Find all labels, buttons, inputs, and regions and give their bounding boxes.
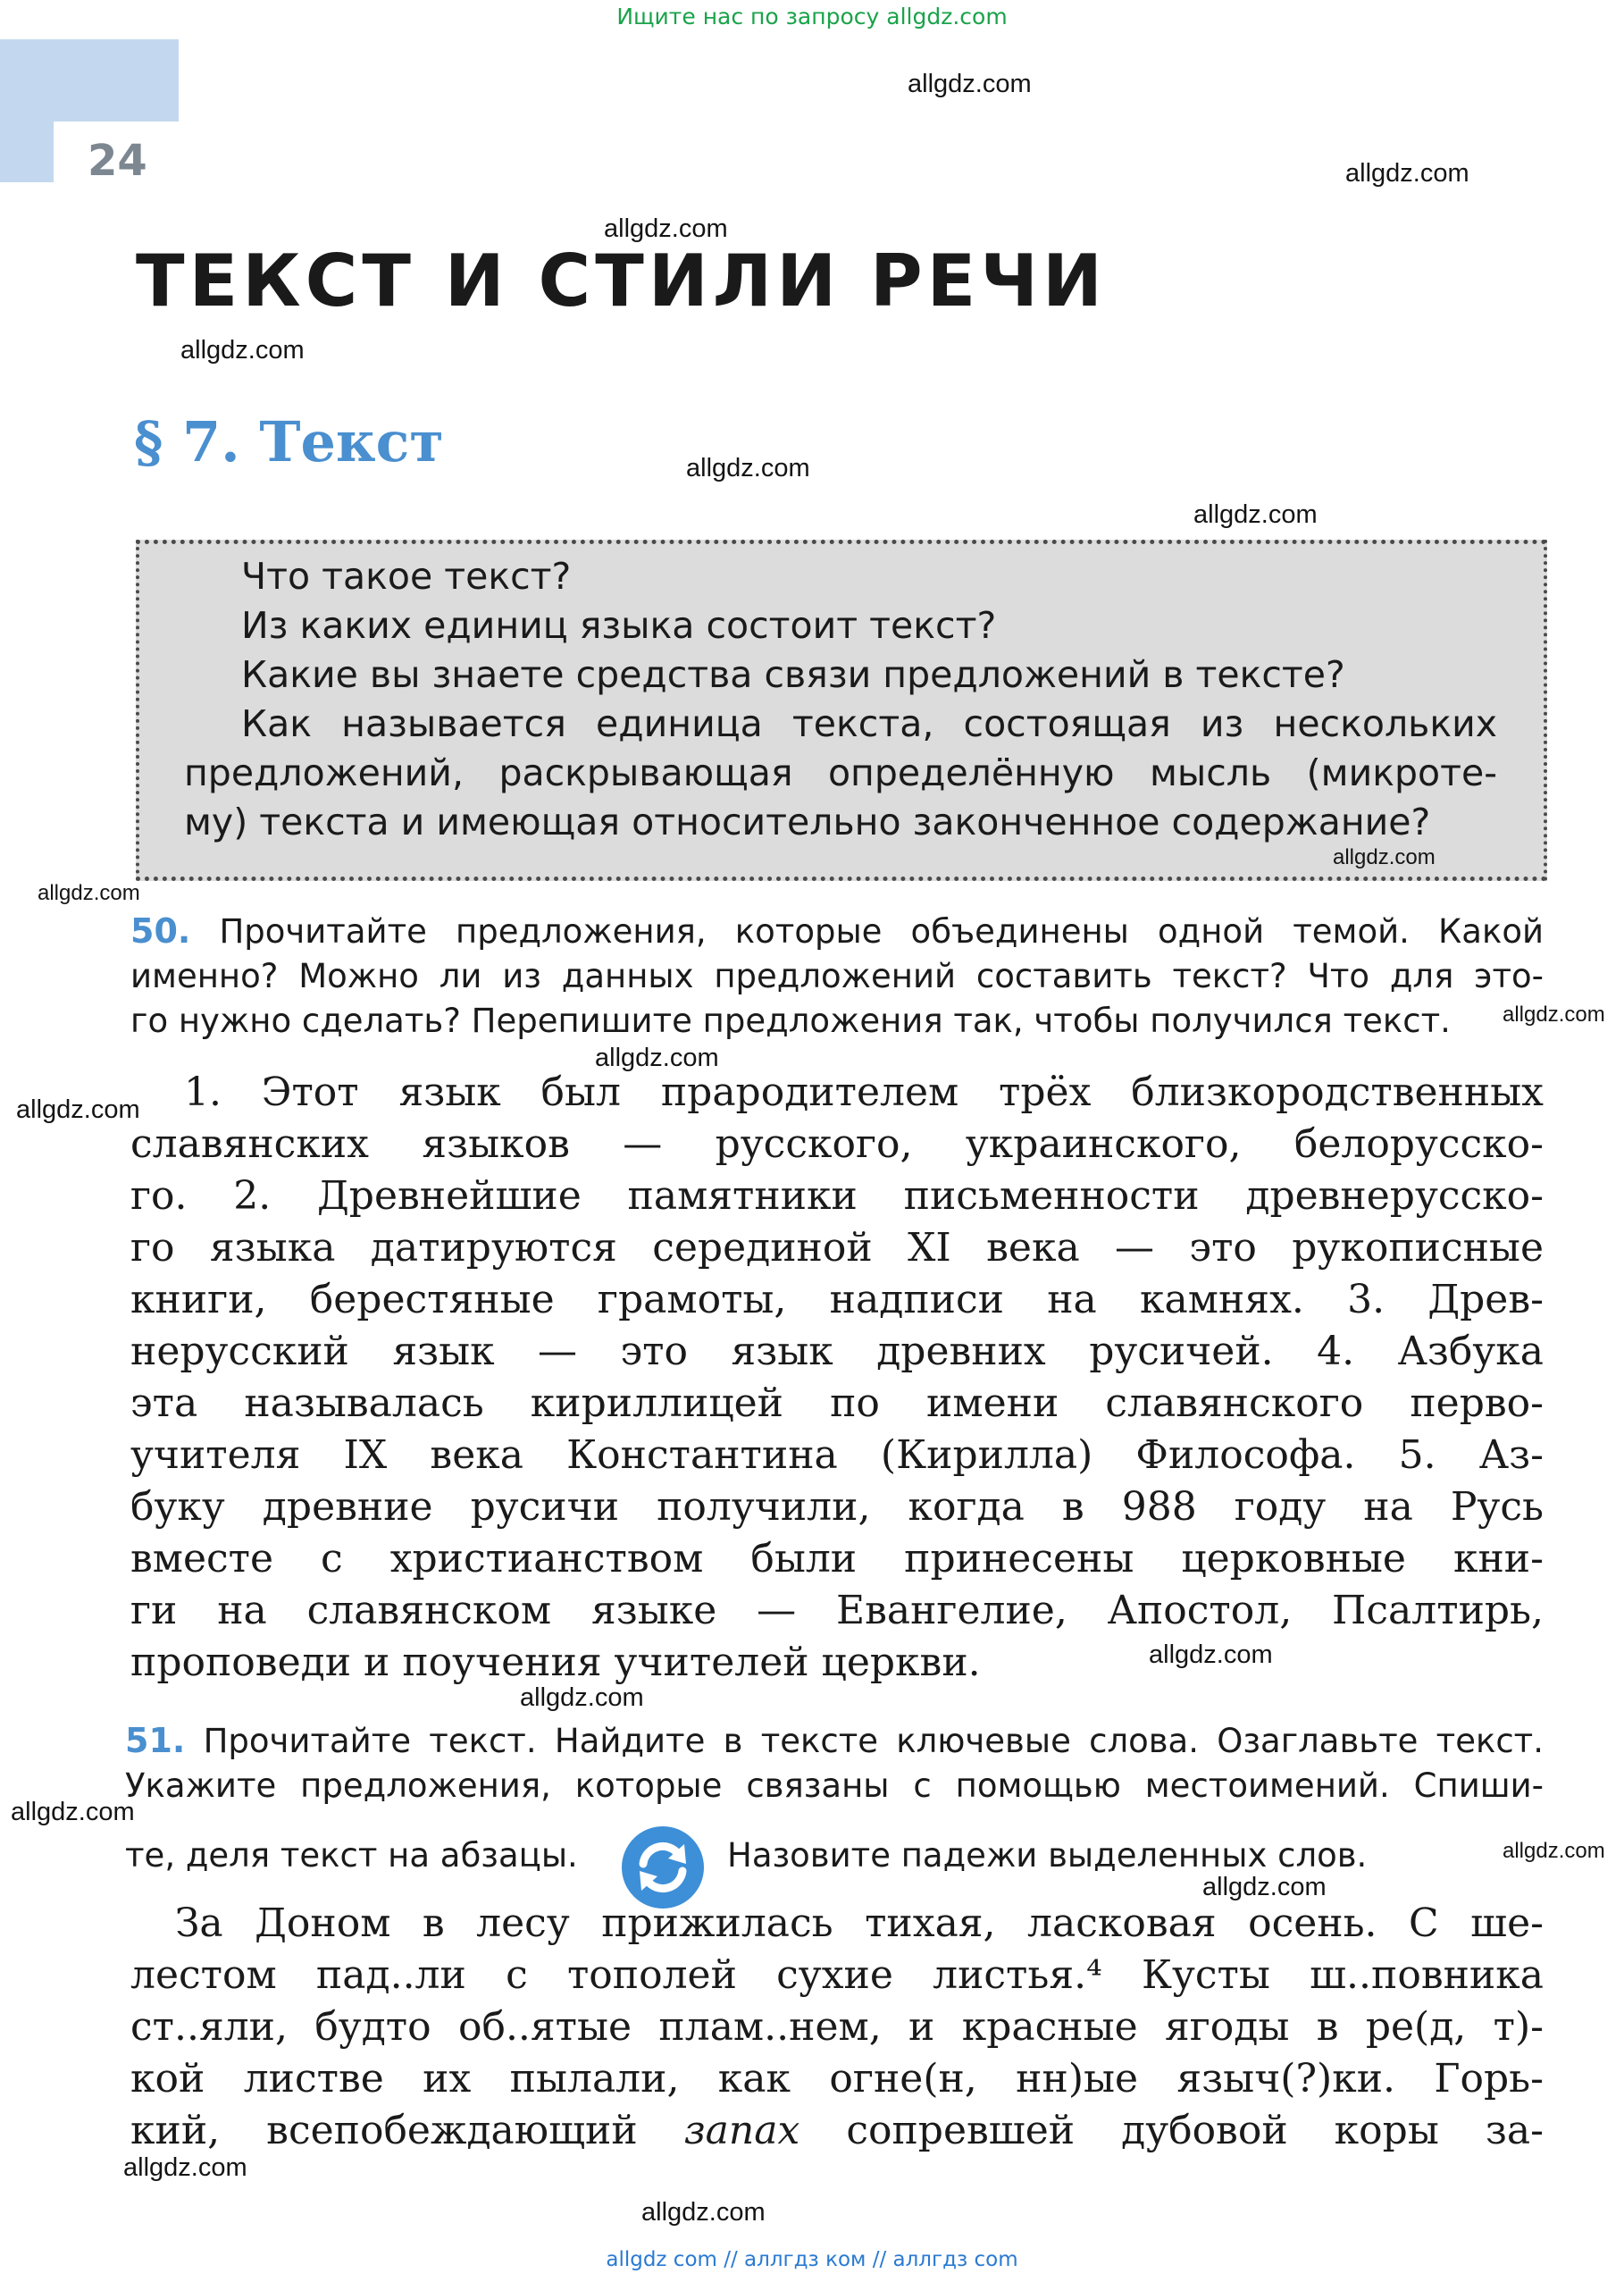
section-title: § 7. Текст: [134, 409, 444, 474]
watermark[interactable]: allgdz.com: [1193, 500, 1318, 529]
exercise-number: 50.: [130, 911, 191, 951]
ex50-task-text: Прочитайте предложения, которые объединены одной темой. Какой: [219, 912, 1544, 951]
exercise-number: 51.: [125, 1721, 186, 1760]
question-line: предложений, раскрывающая определённую мысль (микроте-: [184, 751, 1497, 794]
ex51-text-line: кой листве их пылали, как огне(н, нн)ые языч(?)ки. Горь-: [130, 2056, 1544, 2102]
watermark[interactable]: allgdz.com: [686, 454, 810, 482]
ex51-text-line: лестом пад..ли с тополей сухие листья.⁴ Кусты ш..повника: [130, 1952, 1544, 1998]
question-line: му) текста и имеющая относительно законченное содержание?: [184, 801, 1431, 843]
ex51-text-line-last: [130, 2105, 1544, 2156]
question-line: Как называется единица текста, состоящая из нескольких: [241, 702, 1497, 745]
ex50-text-line: буку древние русичи получили, когда в 988 году на Русь: [130, 1484, 1544, 1530]
ex51-text-line: За Доном в лесу прижилась тихая, ласковая осень. С ше-: [175, 1900, 1544, 1946]
watermark[interactable]: allgdz.com: [1345, 159, 1469, 188]
watermark[interactable]: allgdz.com: [123, 2153, 247, 2182]
page-corner-strip: [0, 39, 54, 182]
ex51-task-line-1: [125, 1719, 1544, 1763]
bottom-links[interactable]: allgdz com // аллгдз ком // аллгдз com: [606, 2248, 1018, 2271]
highlighted-word: запах: [683, 2108, 800, 2153]
question-line: Из каких единиц языка состоит текст?: [241, 604, 997, 647]
question-line: Какие вы знаете средства связи предложений в тексте?: [241, 653, 1345, 696]
ex50-task-line: именно? Можно ли из данных предложений составить текст? Что для это-: [130, 957, 1544, 995]
ex50-text-line: вместе с христианством были принесены церковные кни-: [130, 1536, 1544, 1581]
ex51-text-fragment: кий, всепобеждающий: [130, 2108, 684, 2153]
ex50-task-line: го нужно сделать? Перепишите предложения так, чтобы получился текст.: [130, 1002, 1451, 1040]
ex50-text-line: ги на славянском языке — Евангелие, Апостол, Псалтирь,: [130, 1588, 1544, 1633]
watermark[interactable]: allgdz.com: [595, 1044, 719, 1072]
ex50-text-line: нерусский язык — это язык древних русичей. 4. Азбука: [130, 1329, 1544, 1374]
ex51-text-line: ст..яли, будто об..ятые плам..нем, и красные ягоды в ре(д, т)-: [130, 2004, 1544, 2050]
watermark[interactable]: allgdz.com: [1202, 1873, 1327, 1901]
top-banner-link[interactable]: Ищите нас по запросу allgdz.com: [616, 4, 1008, 29]
watermark[interactable]: allgdz.com: [1503, 1839, 1605, 1863]
watermark[interactable]: allgdz.com: [520, 1683, 644, 1712]
watermark[interactable]: allgdz.com: [1503, 1003, 1605, 1027]
watermark[interactable]: allgdz.com: [16, 1095, 140, 1124]
ex50-task-line-1: [130, 910, 1544, 953]
page-number: 24: [88, 136, 147, 186]
watermark[interactable]: allgdz.com: [641, 2198, 766, 2227]
watermark[interactable]: allgdz.com: [908, 70, 1032, 98]
ex50-text-line: книги, берестяные грамоты, надписи на камнях. 3. Древ-: [130, 1277, 1544, 1322]
question-line: Что такое текст?: [241, 555, 572, 598]
ex50-text-line: славянских языков — русского, украинского, белорусско-: [130, 1121, 1544, 1167]
ex51-task-line-right: Назовите падежи выделенных слов.: [727, 1836, 1368, 1875]
watermark[interactable]: allgdz.com: [1149, 1640, 1273, 1669]
ex50-text-line: эта называлась кириллицей по имени славянского перво-: [130, 1380, 1544, 1426]
ex50-text-line: учителя IX века Константина (Кирилла) Философа. 5. Аз-: [130, 1432, 1544, 1478]
ex51-text-fragment: сопревшей дубовой коры за-: [799, 2108, 1544, 2153]
watermark[interactable]: allgdz.com: [11, 1798, 135, 1826]
ex51-task-text: Прочитайте текст. Найдите в тексте ключевые слова. Озаглавьте текст.: [203, 1722, 1544, 1760]
ex50-text-line: го. 2. Древнейшие памятники письменности древнерусско-: [130, 1173, 1544, 1219]
ex50-text-line: го языка датируются серединой XI века — это рукописные: [130, 1225, 1544, 1271]
watermark[interactable]: allgdz.com: [180, 336, 305, 365]
ex51-task-line: Укажите предложения, которые связаны с помощью местоимений. Спиши-: [125, 1766, 1544, 1805]
watermark[interactable]: allgdz.com: [604, 214, 728, 243]
ex50-text-line: 1. Этот язык был прародителем трёх близкородственных: [184, 1070, 1544, 1115]
watermark[interactable]: allgdz.com: [38, 881, 140, 905]
ex51-task-line: те, деля текст на абзацы.: [125, 1836, 578, 1875]
chapter-title: ТЕКСТ И СТИЛИ РЕЧИ: [136, 239, 1107, 323]
ex50-text-line: проповеди и поучения учителей церкви.: [130, 1640, 981, 1685]
watermark[interactable]: allgdz.com: [1333, 845, 1436, 869]
